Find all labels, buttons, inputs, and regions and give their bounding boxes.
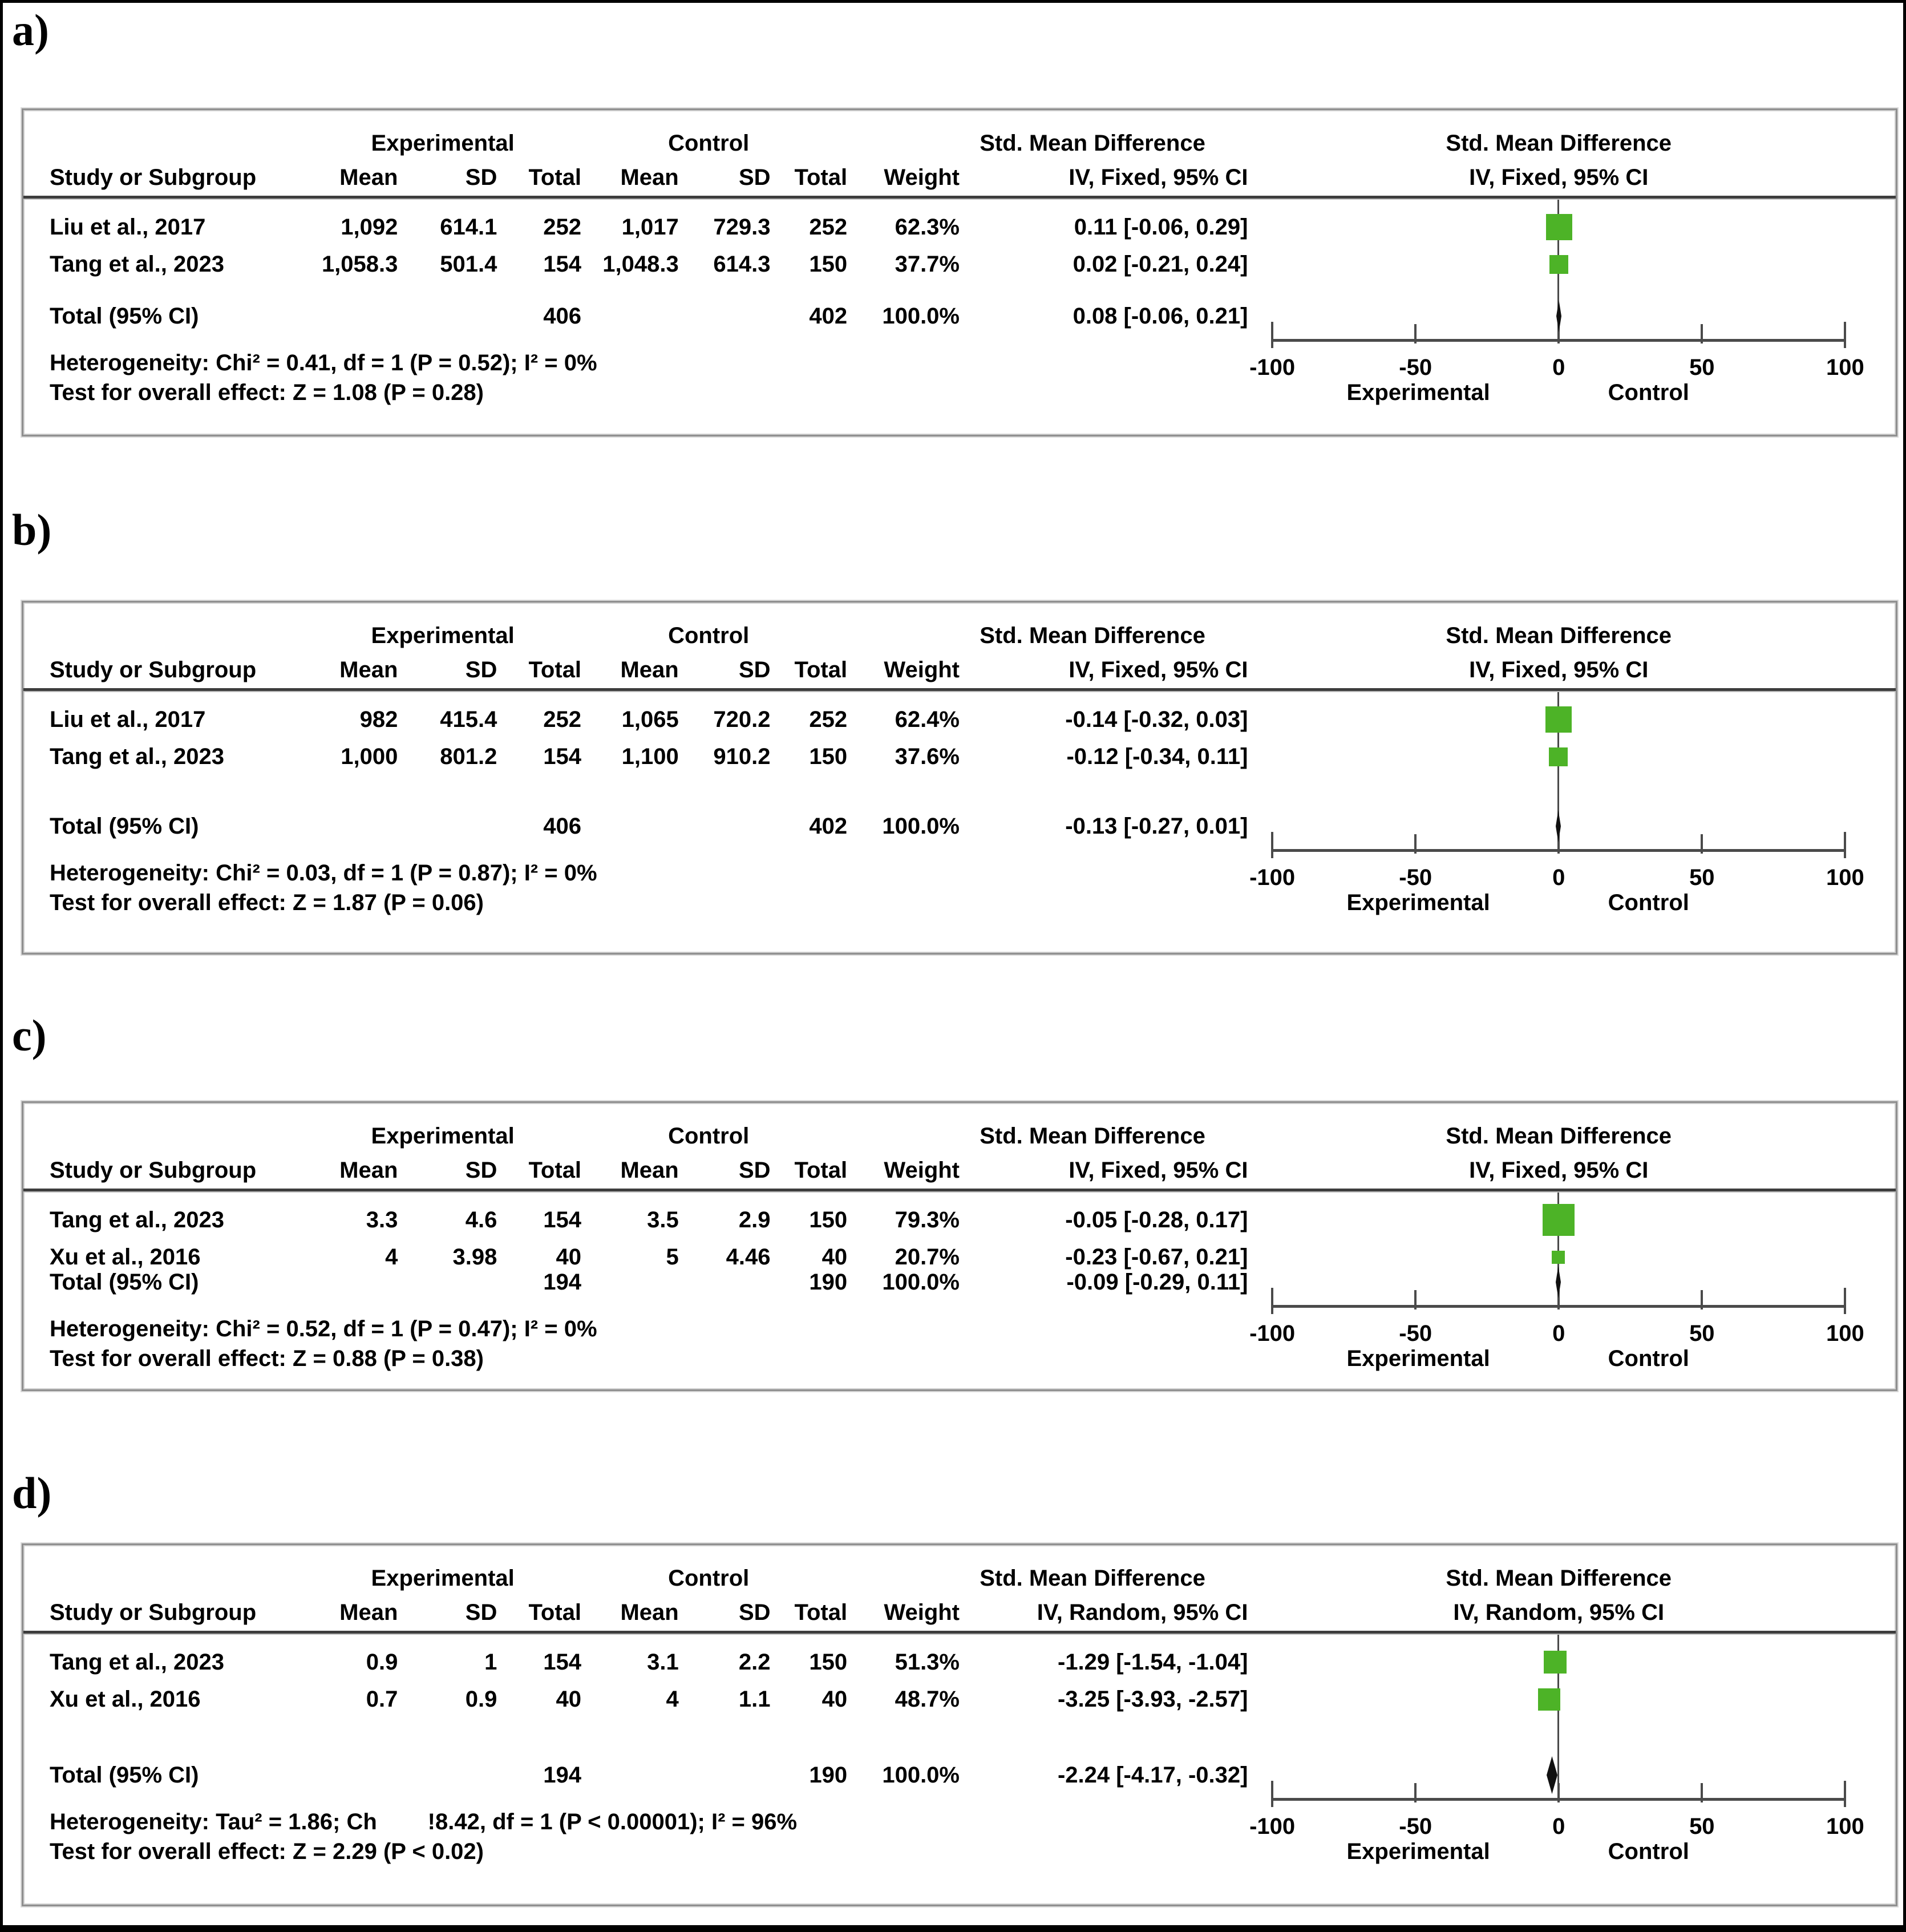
total-ctrl-n-cell: 190 [809,1763,848,1788]
total-ctrl-cell: 40 [822,1687,848,1712]
header-separator [23,688,1896,692]
total-exp-cell: 252 [543,215,582,240]
axis-tick-label: -100 [1249,355,1296,380]
total-ctrl-cell: 252 [809,707,848,732]
study-square-marker [1549,747,1568,766]
total-ctrl-cell: 40 [822,1244,848,1270]
total-exp-cell: 252 [543,707,582,732]
pooled-diamond-shape [1556,300,1561,332]
sd-exp-column-header: SD [465,657,497,682]
total-ctrl-cell: 150 [809,744,848,769]
study-column-header: Study or Subgroup [49,1600,257,1625]
axis-tick-label: 50 [1689,355,1715,380]
heterogeneity-text: Heterogeneity: Chi² = 0.41, df = 1 (P = 0.52); I² = 0% [49,350,597,375]
axis-tick-label: -100 [1249,1321,1296,1346]
sd-ctrl-column-header: SD [738,657,771,682]
sd-exp-column-header: SD [465,1158,497,1183]
axis-left-group-label: Experimental [1346,1346,1490,1371]
ci-text-cell: -0.14 [-0.32, 0.03] [1065,707,1248,732]
study-name: Tang et al., 2023 [49,1207,224,1232]
weight-cell: 51.3% [895,1650,960,1675]
experimental-group-header: Experimental [371,131,515,156]
ci-text-cell: -1.29 [-1.54, -1.04] [1057,1650,1248,1675]
sd-ctrl-cell: 2.9 [738,1207,771,1232]
smd-column-header: Std. Mean Difference [980,623,1205,648]
study-square-marker [1543,1204,1575,1236]
mean-exp-cell: 3.3 [366,1207,398,1232]
mean-ctrl-column-header: Mean [620,657,679,682]
axis-tick [1701,834,1703,854]
axis-tick [1414,834,1417,854]
ci-text-cell: -0.23 [-0.67, 0.21] [1065,1244,1248,1270]
total-ci-text-cell: -2.24 [-4.17, -0.32] [1057,1763,1248,1788]
axis-tick-label: 0 [1552,865,1565,890]
heterogeneity-text: Heterogeneity: Chi² = 0.52, df = 1 (P = 0.47); I² = 0% [49,1316,597,1341]
study-square-marker [1544,1651,1567,1674]
ci-column-header: IV, Fixed, 95% CI [1069,657,1248,682]
total-ci-text-cell: 0.08 [-0.06, 0.21] [1073,304,1248,329]
study-column-header: Study or Subgroup [49,165,257,190]
panel-d-label: d) [12,1468,52,1518]
study-column-header: Study or Subgroup [49,657,257,682]
total-row-label: Total (95% CI) [49,1763,199,1788]
axis-left-group-label: Experimental [1346,1839,1490,1864]
total-row-label: Total (95% CI) [49,304,199,329]
panel-a-label: a) [12,5,49,55]
ci-plot-header: IV, Fixed, 95% CI [1469,657,1649,682]
axis-tick-label: -100 [1249,865,1296,890]
axis-tick [1271,1781,1273,1807]
sd-ctrl-cell: 614.3 [713,252,771,277]
sd-ctrl-cell: 720.2 [713,707,771,732]
sd-exp-column-header: SD [465,1600,497,1625]
axis-tick-label: 100 [1826,865,1864,890]
weight-cell: 37.7% [895,252,960,277]
control-group-header: Control [668,623,750,648]
total-exp-cell: 40 [556,1244,582,1270]
ci-text-cell: 0.11 [-0.06, 0.29] [1074,215,1248,240]
panel-b-box [22,601,1897,955]
total-exp-column-header: Total [528,165,582,190]
total-ctrl-column-header: Total [794,1600,848,1625]
axis-tick [1271,832,1273,858]
control-group-header: Control [668,1123,750,1149]
total-ctrl-n-cell: 402 [809,814,848,839]
study-column-header: Study or Subgroup [49,1158,257,1183]
total-exp-cell: 154 [543,252,582,277]
weight-column-header: Weight [884,165,960,190]
total-ctrl-column-header: Total [794,165,848,190]
header-separator [23,1189,1896,1193]
total-ctrl-n-cell: 402 [809,304,848,329]
ci-text-cell: 0.02 [-0.21, 0.24] [1073,252,1248,277]
sd-ctrl-cell: 729.3 [713,215,771,240]
control-group-header: Control [668,131,750,156]
axis-tick [1701,324,1703,343]
sd-ctrl-column-header: SD [738,1600,771,1625]
pooled-diamond-shape [1547,1756,1557,1794]
ci-plot-header: IV, Fixed, 95% CI [1469,165,1649,190]
axis-tick-label: -50 [1399,865,1432,890]
mean-exp-cell: 1,092 [341,215,398,240]
pooled-diamond [1556,810,1561,842]
header-separator [23,1631,1896,1635]
panel-c-label: c) [12,1011,47,1060]
axis-tick-label: -100 [1249,1814,1296,1839]
total-ctrl-cell: 150 [809,252,848,277]
total-exp-n-cell: 194 [543,1270,582,1295]
total-weight-cell: 100.0% [882,304,960,329]
total-ctrl-cell: 150 [809,1207,848,1232]
total-exp-column-header: Total [528,657,582,682]
mean-exp-column-header: Mean [339,1158,398,1183]
mean-exp-cell: 1,058.3 [321,252,398,277]
sd-ctrl-column-header: SD [738,1158,771,1183]
total-exp-cell: 154 [543,1207,582,1232]
axis-tick-label: -50 [1399,1814,1432,1839]
heterogeneity-text: Heterogeneity: Chi² = 0.03, df = 1 (P = 0.87); I² = 0% [49,860,597,886]
weight-cell: 37.6% [895,744,960,769]
sd-exp-column-header: SD [465,165,497,190]
sd-ctrl-cell: 910.2 [713,744,771,769]
axis-right-group-label: Control [1608,890,1689,915]
axis-tick [1701,1290,1703,1309]
axis-tick [1844,1781,1846,1807]
axis-tick-label: 50 [1689,865,1715,890]
axis-tick [1557,1783,1560,1802]
smd-plot-header: Std. Mean Difference [1446,623,1672,648]
axis-tick [1701,1783,1703,1802]
mean-ctrl-column-header: Mean [620,165,679,190]
axis-tick [1414,1290,1417,1309]
overall-effect-text: Test for overall effect: Z = 2.29 (P < 0.02) [49,1839,484,1864]
weight-cell: 62.3% [895,215,960,240]
sd-exp-cell: 1 [484,1650,497,1675]
total-row-label: Total (95% CI) [49,1270,199,1295]
pooled-diamond [1556,300,1561,332]
study-name: Liu et al., 2017 [49,215,206,240]
weight-column-header: Weight [884,1600,960,1625]
weight-cell: 62.4% [895,707,960,732]
mean-exp-column-header: Mean [339,657,398,682]
sd-exp-cell: 415.4 [440,707,497,732]
ci-column-header: IV, Fixed, 95% CI [1069,1158,1248,1183]
smd-column-header: Std. Mean Difference [980,131,1205,156]
axis-right-group-label: Control [1608,1346,1689,1371]
study-square-marker [1552,1251,1565,1264]
ci-column-header: IV, Fixed, 95% CI [1069,165,1248,190]
mean-ctrl-cell: 1,065 [621,707,679,732]
study-name: Xu et al., 2016 [49,1687,201,1712]
total-exp-cell: 154 [543,744,582,769]
total-exp-column-header: Total [528,1158,582,1183]
sd-ctrl-column-header: SD [738,165,771,190]
pooled-diamond-shape [1556,810,1561,842]
total-weight-cell: 100.0% [882,1763,960,1788]
total-exp-cell: 40 [556,1687,582,1712]
study-name: Liu et al., 2017 [49,707,206,732]
experimental-group-header: Experimental [371,623,515,648]
smd-column-header: Std. Mean Difference [980,1123,1205,1149]
axis-tick-label: -50 [1399,1321,1432,1346]
axis-right-group-label: Control [1608,380,1689,405]
total-exp-cell: 154 [543,1650,582,1675]
panel-d-box [22,1543,1897,1906]
total-ctrl-cell: 150 [809,1650,848,1675]
overall-effect-text: Test for overall effect: Z = 1.08 (P = 0.28) [49,380,484,405]
ci-text-cell: -0.12 [-0.34, 0.11] [1066,744,1248,769]
mean-exp-column-header: Mean [339,1600,398,1625]
overall-effect-text: Test for overall effect: Z = 1.87 (P = 0.06) [49,890,484,915]
mean-ctrl-cell: 5 [666,1244,679,1270]
smd-plot-header: Std. Mean Difference [1446,131,1672,156]
sd-exp-cell: 501.4 [440,252,497,277]
axis-tick-label: 100 [1826,1321,1864,1346]
overall-effect-text: Test for overall effect: Z = 0.88 (P = 0.38) [49,1346,484,1371]
mean-ctrl-cell: 3.1 [647,1650,679,1675]
sd-exp-cell: 4.6 [465,1207,497,1232]
study-square-marker [1549,255,1568,274]
mean-ctrl-cell: 1,100 [621,744,679,769]
study-name: Tang et al., 2023 [49,1650,224,1675]
ci-column-header: IV, Random, 95% CI [1037,1600,1248,1625]
experimental-group-header: Experimental [371,1123,515,1149]
weight-column-header: Weight [884,1158,960,1183]
total-exp-n-cell: 406 [543,814,582,839]
panel-c-box [22,1101,1897,1391]
weight-cell: 20.7% [895,1244,960,1270]
total-ctrl-cell: 252 [809,215,848,240]
mean-ctrl-column-header: Mean [620,1600,679,1625]
sd-ctrl-cell: 1.1 [738,1687,771,1712]
axis-tick-label: -50 [1399,355,1432,380]
mean-ctrl-cell: 3.5 [647,1207,679,1232]
weight-column-header: Weight [884,657,960,682]
weight-cell: 48.7% [895,1687,960,1712]
total-exp-n-cell: 406 [543,304,582,329]
study-square-marker [1546,214,1572,240]
pooled-diamond [1547,1756,1557,1794]
mean-exp-cell: 4 [385,1244,398,1270]
smd-plot-header: Std. Mean Difference [1446,1566,1672,1591]
total-ctrl-column-header: Total [794,657,848,682]
study-name: Tang et al., 2023 [49,252,224,277]
mean-ctrl-column-header: Mean [620,1158,679,1183]
experimental-group-header: Experimental [371,1566,515,1591]
axis-left-group-label: Experimental [1346,380,1490,405]
weight-cell: 79.3% [895,1207,960,1232]
mean-exp-column-header: Mean [339,165,398,190]
axis-left-group-label: Experimental [1346,890,1490,915]
axis-tick-label: 0 [1552,1321,1565,1346]
sd-exp-cell: 614.1 [440,215,497,240]
axis-tick-label: 100 [1826,1814,1864,1839]
axis-tick-label: 0 [1552,1814,1565,1839]
study-square-marker [1545,706,1572,733]
panel-b-label: b) [12,505,52,555]
total-ci-text-cell: -0.13 [-0.27, 0.01] [1065,814,1248,839]
axis-tick-label: 50 [1689,1321,1715,1346]
axis-tick [1844,832,1846,858]
total-ctrl-column-header: Total [794,1158,848,1183]
total-exp-n-cell: 194 [543,1763,582,1788]
control-group-header: Control [668,1566,750,1591]
axis-tick [1414,324,1417,343]
study-name: Tang et al., 2023 [49,744,224,769]
total-weight-cell: 100.0% [882,1270,960,1295]
ci-text-cell: -3.25 [-3.93, -2.57] [1057,1687,1248,1712]
study-name: Xu et al., 2016 [49,1244,201,1270]
study-square-marker [1538,1688,1560,1711]
sd-exp-cell: 3.98 [452,1244,497,1270]
axis-tick [1844,322,1846,348]
axis-tick [1844,1288,1846,1314]
mean-exp-cell: 0.9 [366,1650,398,1675]
total-weight-cell: 100.0% [882,814,960,839]
sd-exp-cell: 801.2 [440,744,497,769]
mean-exp-cell: 0.7 [366,1687,398,1712]
sd-ctrl-cell: 2.2 [738,1650,771,1675]
smd-plot-header: Std. Mean Difference [1446,1123,1672,1149]
sd-ctrl-cell: 4.46 [726,1244,771,1270]
header-separator [23,196,1896,200]
mean-ctrl-cell: 1,048.3 [602,252,679,277]
mean-exp-cell: 982 [359,707,398,732]
axis-right-group-label: Control [1608,1839,1689,1864]
axis-tick-label: 0 [1552,355,1565,380]
total-ci-text-cell: -0.09 [-0.29, 0.11] [1066,1270,1248,1295]
heterogeneity-text: Heterogeneity: Tau² = 1.86; Ch !8.42, df = 1 (P < 0.00001); I² = 96% [49,1809,798,1834]
pooled-diamond-shape [1556,1266,1561,1298]
ci-plot-header: IV, Fixed, 95% CI [1469,1158,1649,1183]
panel-a-box [22,108,1897,436]
total-exp-column-header: Total [528,1600,582,1625]
mean-exp-cell: 1,000 [341,744,398,769]
axis-tick [1271,1288,1273,1314]
total-row-label: Total (95% CI) [49,814,199,839]
axis-tick-label: 100 [1826,355,1864,380]
mean-ctrl-cell: 1,017 [621,215,679,240]
pooled-diamond [1556,1266,1561,1298]
axis-tick [1414,1783,1417,1802]
smd-column-header: Std. Mean Difference [980,1566,1205,1591]
total-ctrl-n-cell: 190 [809,1270,848,1295]
axis-tick [1271,322,1273,348]
sd-exp-cell: 0.9 [465,1687,497,1712]
ci-text-cell: -0.05 [-0.28, 0.17] [1065,1207,1248,1232]
axis-tick-label: 50 [1689,1814,1715,1839]
ci-plot-header: IV, Random, 95% CI [1453,1600,1665,1625]
mean-ctrl-cell: 4 [666,1687,679,1712]
